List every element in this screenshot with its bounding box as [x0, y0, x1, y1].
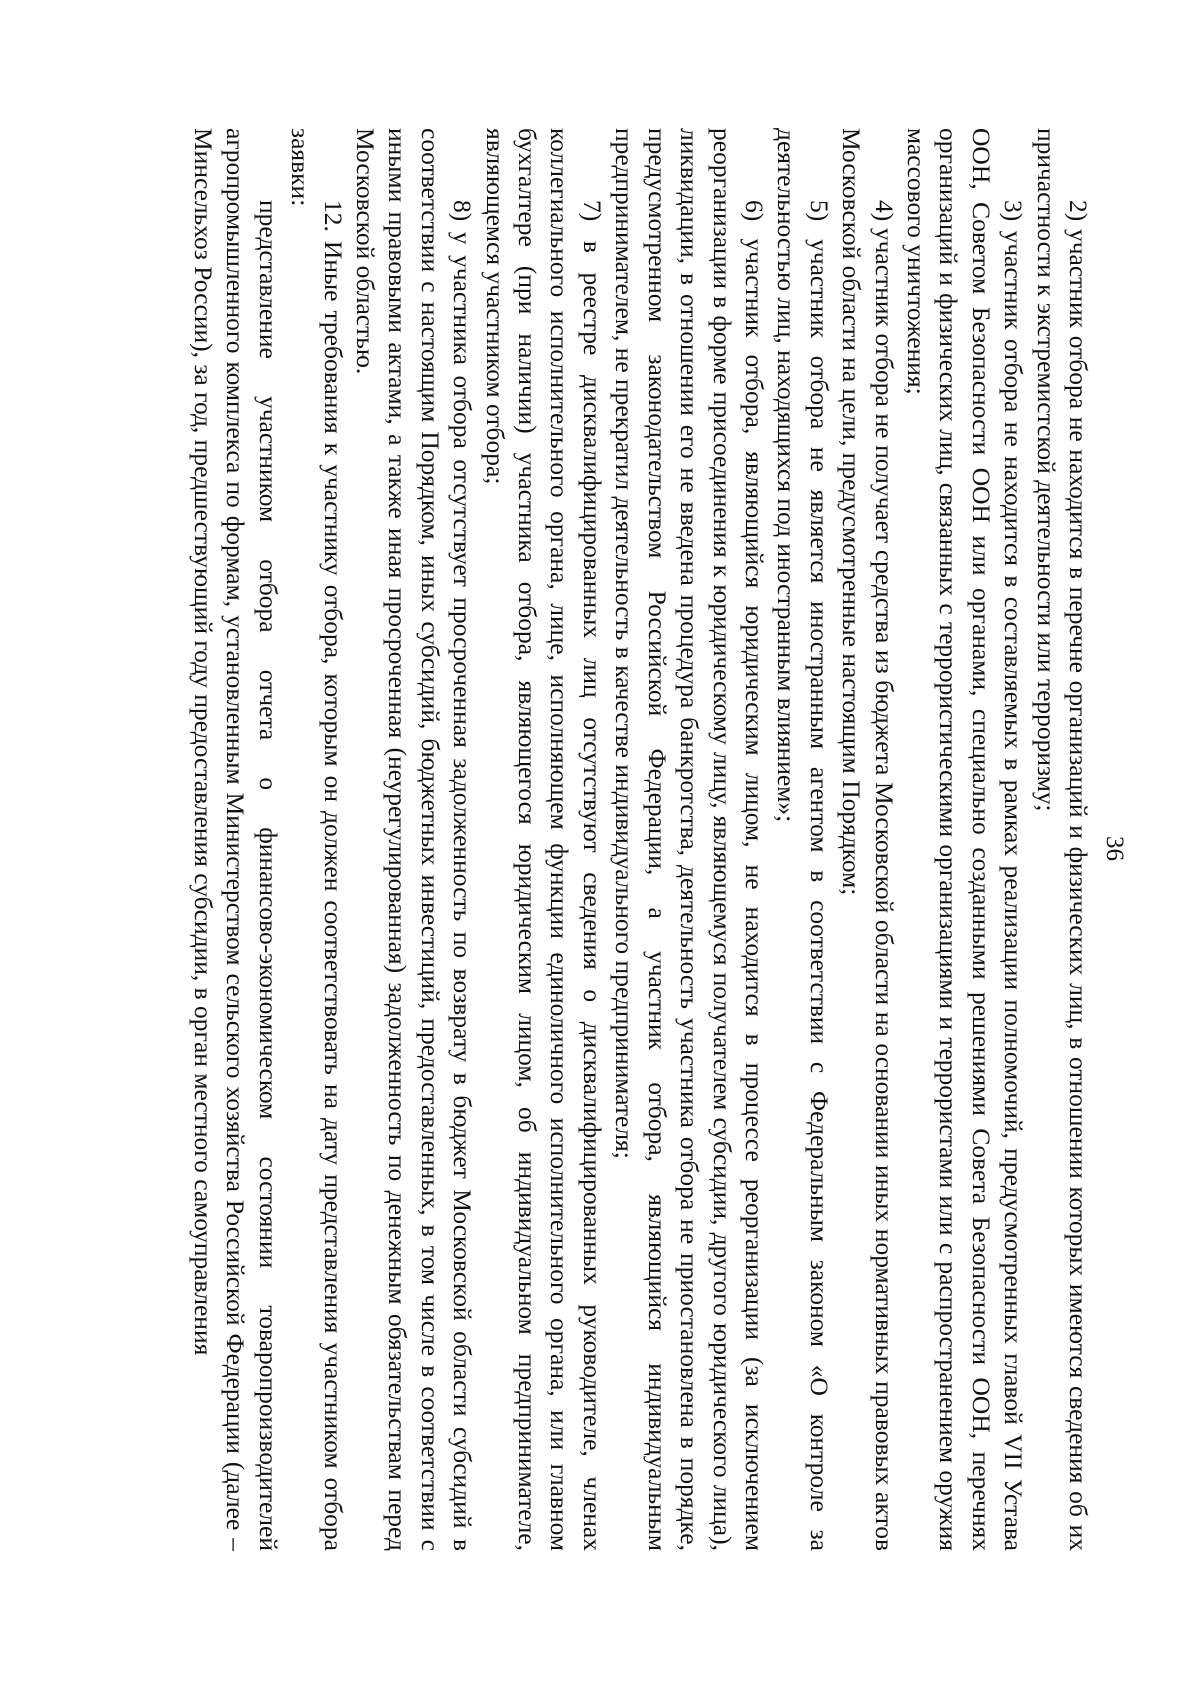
- paragraph-item-6: 6) участник отбора, являющийся юридическим лицом, не находится в процессе реорганизации (за исключением реорганизации в форме присоединения к юридическому лицу, являющемуся получателем субсидии, другого юридического лица), ликвидации, в отношении его не введена процедура банкротства, деятельность участника отбора не приостановлена в порядке, предусмотренном законодательством Российской Федерации, а участник отбора, являющийся индивидуальным предпринимателем, не прекратил деятельность в качестве индивидуального предпринимателя;: [610, 128, 769, 1551]
- paragraph-item-2: 2) участник отбора не находится в перечне организаций и физических лиц, в отношении которых имеются сведения об их причастности к экстремистской деятельности или терроризму;: [1031, 128, 1093, 1551]
- page-number: 36: [1101, 836, 1128, 861]
- document-body: [187, 128, 1094, 1551]
- paragraph-report-requirement: представление участником отбора отчета о финансово-экономическом состоянии товаропроизводителей агропромышленного комплекса по формам, установленным Министерством сельского хозяйства Российской Федерации (далее – Минсельхоз России), за год, предшествующий году предоставления субсидии, в орган местного самоуправления: [189, 128, 283, 1551]
- paragraph-item-8: 8) у участника отбора отсутствует просроченная задолженность по возврату в бюджет Московской области субсидий в соответствии с настоящим Порядком, иных субсидий, бюджетных инвестиций, предоставленных, в том числе в соответствии с иными правовыми актами, а также иная просроченная (неурегулированная) задолженность по денежным обязательствам перед Московской областью.: [351, 128, 478, 1551]
- paragraph-section-12: 12. Иные требования к участнику отбора, которым он должен соответствовать на дату представления участником отбора заявки:: [286, 128, 348, 1551]
- paragraph-item-7: 7) в реестре дисквалифицированных лиц отсутствуют сведения о дисквалифицированных руководителе, членах коллегиального исполнительного органа, лице, исполняющем функции единоличного исполнительного органа, или главном бухгалтере (при наличии) участника отбора, являющегося юридическим лицом, об индивидуальном предпринимателе, являющемся участником отбора;: [480, 128, 607, 1551]
- paragraph-item-5: 5) участник отбора не является иностранным агентом в соответствии с Федеральным законом «О контроле за деятельностью лиц, находящихся под иностранным влиянием»;: [772, 128, 834, 1551]
- paragraph-item-4: 4) участник отбора не получает средства из бюджета Московской области на основании иных нормативных правовых актов Московской области на цели, предусмотренные настоящим Порядком;: [837, 128, 899, 1551]
- paragraph-item-3: 3) участник отбора не находится в составляемых в рамках реализации полномочий, предусмотренных главой VII Устава ООН, Советом Безопасности ООН или органами, специально созданными решениями Совета Безопасности ООН, перечнях организаций и физических лиц, связанных с террористическими организациями и террористами или с распространением оружия массового уничтожения;: [901, 128, 1029, 1551]
